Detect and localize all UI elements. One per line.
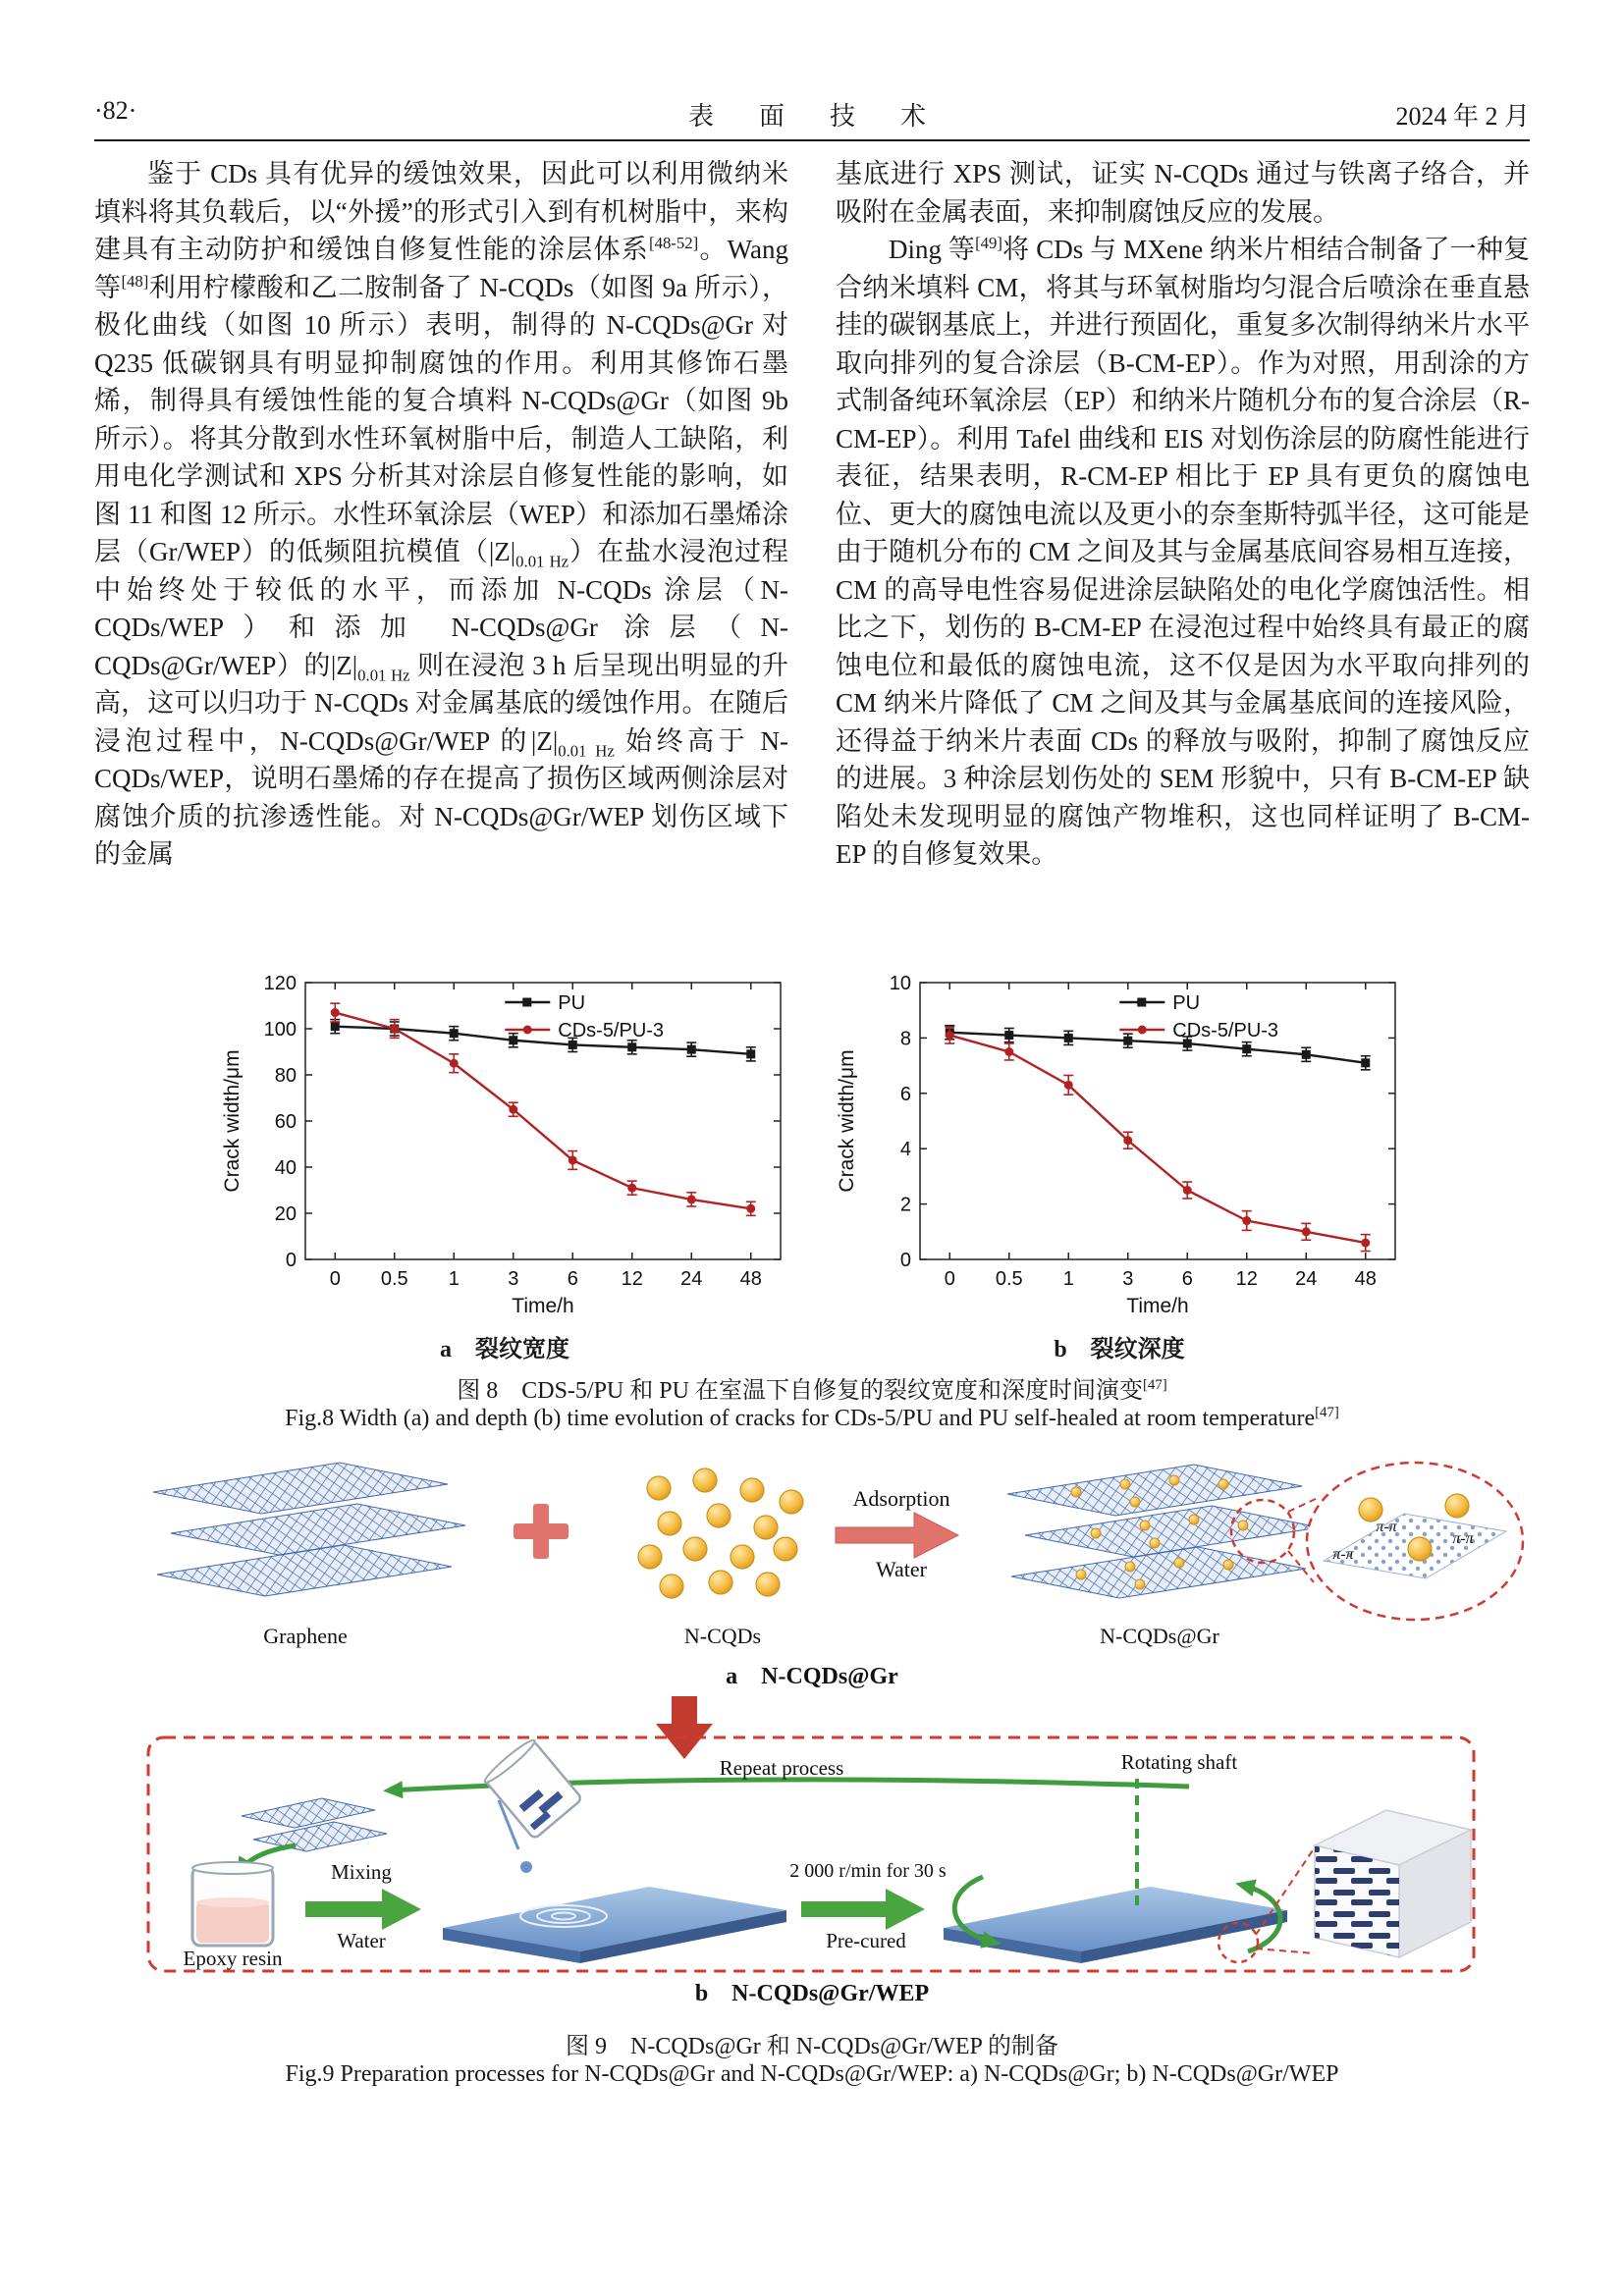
y-tick-label: 8 [899,1028,911,1050]
x-tick-label: 0 [329,1268,341,1290]
header-rule [94,139,1530,141]
y-tick-label: 0 [285,1250,297,1271]
marker-square [687,1045,696,1054]
x-tick-label: 0.5 [380,1268,408,1290]
y-tick-label: 2 [899,1194,911,1216]
journal-title: 表 面 技 术 [687,102,937,131]
marker-circle [946,1031,954,1040]
water-drop-icon [520,1861,532,1873]
zoom-connector [1288,1498,1318,1512]
figure9-caption-en: Fig.9 Preparation processes for N-CQDs@Gr and N-CQDs@Gr/WEP: a) N-CQDs@Gr; b) N-CQDs@Gr/WEP [285,2061,1339,2087]
graphene-small-icon [242,1798,387,1851]
subcaption-a: a 裂纹宽度 [440,1337,569,1362]
plot-border [920,983,1395,1259]
figure9-diagram [94,1455,1530,2019]
epoxy-resin-label: Epoxy resin [183,1947,283,1970]
marker-circle [627,1184,636,1193]
down-arrow-icon [656,1696,713,1759]
marker-circle [1004,1047,1013,1056]
figure9-caption-zh: 图 9 N-CQDs@Gr 和 N-CQDs@Gr/WEP 的制备 [566,2034,1058,2059]
pouring-beaker-icon [482,1736,583,1840]
y-tick-label: 80 [274,1065,297,1087]
y-axis-label: Crack width/μm [221,1049,244,1193]
x-tick-label: 48 [1354,1268,1377,1290]
paragraph: 鉴于 CDs 具有优异的缓蚀效果，因此可以利用微纳米填料将其负载后，以“外援”的形式引入到有机树脂中，来构建具有主动防护和缓蚀自修复性能的涂层体系[48-52]。Wang 等[48]利用柠檬酸和乙二胺制备了 N-CQDs（如图 9a 所示），极化曲线（如图 10 所示）表明，制得的 N-CQDs@Gr 对 Q235 低碳钢具有明显抑制腐蚀的作用。利用其修饰石墨烯，制得具有缓蚀性能的复合填料 N-CQDs@Gr（如图 9b 所示）。将其分散到水性环氧树脂中后，制造人工缺陷，利用电化学测试和 XPS 分析其对涂层自修复性能的影响，如图 11 和图 12 所示。水性环氧涂层（WEP）和添加石墨烯涂层（Gr/WEP）的低频阻抗模值$(|Z|_{0.01 Hz})$在盐水浸泡过程中始终处于较低的水平，而添加 N-CQDs 涂层（N-CQDs/WEP）和添加 N-CQDs@Gr 涂层（N-CQDs@Gr/WEP）的$|Z|_{0.01 Hz}$ 则在浸泡 3 h 后呈现出明显的升高，这可以归功于 N-CQDs 对金属基底的缓蚀作用。在随后浸泡过程中，N-CQDs@Gr/WEP 的$|Z|_{0.01 Hz}$ 始终高于 N-CQDs/WEP，说明石墨烯的存在提高了损伤区域两侧涂层对腐蚀介质的抗渗透性能。对 N-CQDs@Gr/WEP 划伤区域下的金属 [94,159,788,869]
precured-label: Pre-cured [826,1929,906,1952]
marker-circle [568,1155,577,1164]
marker-circle [1183,1186,1192,1195]
y-tick-label: 4 [899,1139,911,1161]
marker-circle [390,1025,399,1034]
legend-label: PU [1172,992,1201,1014]
marker-circle [746,1204,755,1213]
x-tick-label: 24 [1295,1268,1318,1290]
ncqds-gr-label: N-CQDs@Gr [1100,1624,1219,1648]
paragraph: Ding 等[49]将 CDs 与 MXene 纳米片相结合制备了一种复合纳米填料 CM，将其与环氧树脂均匀混合后喷涂在垂直悬挂的碳钢基底上，并进行预固化，重复多次制得纳米片水平取向排列的复合涂层（B-CM-EP）。作为对照，用刮涂的方式制备纯环氧涂层（EP）和纳米片随机分布的复合涂层（R-CM-EP）。利用 Tafel 曲线和 EIS 对划伤涂层的防腐性能进行表征，结果表明，R-CM-EP 相比于 EP 具有更负的腐蚀电位、更大的腐蚀电流以及更小的奈奎斯特弧半径，这可能是由于随机分布的 CM 之间及其与金属基底间容易相互连接，CM 的高导电性容易促进涂层缺陷处的电化学腐蚀活性。相比之下，划伤的 B-CM-EP 在浸泡过程中始终具有最正的腐蚀电位和最低的腐蚀电流，这不仅是因为水平取向排列的 CM 纳米片降低了 CM 之间及其与金属基底间的连接风险，还得益于纳米片表面 CDs 的释放与吸附，抑制了腐蚀反应的进展。3 种涂层划伤处的 SEM 形貌中，只有 B-CM-EP 缺陷处未发现明显的腐蚀产物堆积，这也同样证明了 B-CM-EP 的自修复效果。 [836,234,1530,869]
figure8-charts [0,967,1624,1322]
marker-square [1242,1044,1251,1053]
cqd-ball-icon [1445,1494,1469,1518]
zoom-connector [1256,1949,1315,1953]
x-tick-label: 12 [621,1268,643,1290]
coating-cube-icon [1315,1810,1471,1957]
marker-circle [1361,1239,1370,1248]
spin-speed-label: 2 000 r/min for 30 s [789,1860,947,1882]
rotating-shaft-label: Rotating shaft [1120,1750,1238,1774]
marker-square [1064,1034,1073,1042]
legend-label: CDs-5/PU-3 [558,1020,665,1041]
graphene-icon [153,1463,465,1596]
x-tick-label: 1 [1062,1268,1074,1290]
x-tick-label: 1 [448,1268,460,1290]
series-CDs-5/PU-3 [330,1003,756,1215]
right-column [836,155,1530,972]
pi-pi-label: π-π [1332,1546,1354,1563]
x-tick-label: 6 [567,1268,578,1290]
left-column [94,155,788,972]
legend-label: PU [558,992,586,1014]
adsorption-label: Adsorption [852,1486,950,1511]
marker-square [331,1022,340,1031]
y-tick-label: 40 [274,1157,297,1179]
page-header [94,96,1530,132]
water-label-a: Water [876,1557,927,1581]
y-tick-label: 20 [274,1203,297,1225]
y-tick-label: 0 [899,1250,911,1271]
marker-circle [509,1105,517,1114]
legend-label: CDs-5/PU-3 [1172,1020,1279,1041]
pi-pi-label: π-π [1376,1519,1397,1535]
figure8-subcaptions [0,1329,1624,1363]
marker-circle [1064,1081,1073,1090]
figure9-subcaption-b: b N-CQDs@Gr/WEP [694,1981,930,2006]
substrate-rotating-icon [944,1887,1287,1963]
ncqds-label: N-CQDs [683,1624,762,1648]
y-tick-label: 60 [274,1111,297,1133]
cqd-ball-icon [1408,1537,1432,1561]
marker-square [450,1029,459,1038]
x-axis-label: Time/h [1126,1295,1189,1317]
marker-circle [331,1008,340,1017]
x-axis-label: Time/h [512,1295,574,1317]
crack-depth-chart-b [830,967,1409,1322]
marker-square [627,1042,636,1051]
x-tick-label: 3 [1122,1268,1134,1290]
y-axis-label: Crack width/μm [836,1049,858,1193]
repeat-process-label: Repeat process [719,1756,844,1780]
y-tick-label: 100 [263,1019,297,1041]
subcaption-b: b 裂纹深度 [1054,1337,1185,1362]
x-tick-label: 48 [739,1268,762,1290]
pi-pi-label: π-π [1452,1530,1474,1547]
water-label-b: Water [337,1929,386,1952]
pi-pi-zoom-view [1307,1463,1523,1620]
marker-circle [1242,1216,1251,1225]
y-tick-label: 10 [889,973,911,994]
x-tick-label: 0 [944,1268,955,1290]
mixing-arrow-icon [305,1889,421,1930]
marker-circle [450,1059,459,1068]
x-tick-label: 3 [508,1268,519,1290]
graphene-label: Graphene [263,1624,348,1648]
figure8-caption-zh: 图 8 CDS-5/PU 和 PU 在室温下自修复的裂纹宽度和深度时间演变[47] [457,1377,1167,1404]
mixing-label: Mixing [331,1860,392,1884]
plus-icon [514,1504,568,1559]
y-tick-label: 6 [899,1083,911,1105]
epoxy-beaker-icon [192,1862,273,1946]
issue-date: 2024 年 2 月 [1395,102,1530,131]
ncqds-dots-icon [638,1468,803,1598]
x-tick-label: 6 [1181,1268,1193,1290]
figure8-caption-en: Fig.8 Width (a) and depth (b) time evolution of cracks for CDs-5/PU and PU self-healed at room temperature[47] [285,1405,1339,1431]
marker-circle [1123,1136,1132,1145]
marker-square [509,1036,517,1044]
marker-square [1302,1050,1311,1059]
marker-square [1361,1058,1370,1067]
marker-circle [687,1195,696,1203]
figure9-subcaption-a: a N-CQDs@Gr [726,1664,898,1689]
spin-speed-arrow-icon [801,1889,925,1930]
marker-square [568,1041,577,1049]
marker-square [1004,1031,1013,1040]
marker-square [1123,1037,1132,1045]
y-tick-label: 120 [263,973,297,994]
marker-circle [1302,1227,1311,1236]
substrate-wet-icon [443,1887,786,1963]
x-tick-label: 12 [1235,1268,1258,1290]
x-tick-label: 24 [680,1268,703,1290]
page-number: ·82· [94,96,137,125]
adsorption-arrow-icon [836,1513,958,1558]
marker-square [746,1049,755,1058]
paragraph: 基底进行 XPS 测试，证实 N-CQDs 通过与铁离子络合，并吸附在金属表面，来抑制腐蚀反应的发展。 [836,159,1530,227]
x-tick-label: 0.5 [995,1268,1023,1290]
crack-width-chart-a [215,967,794,1322]
ncqds-gr-icon [1007,1465,1320,1598]
